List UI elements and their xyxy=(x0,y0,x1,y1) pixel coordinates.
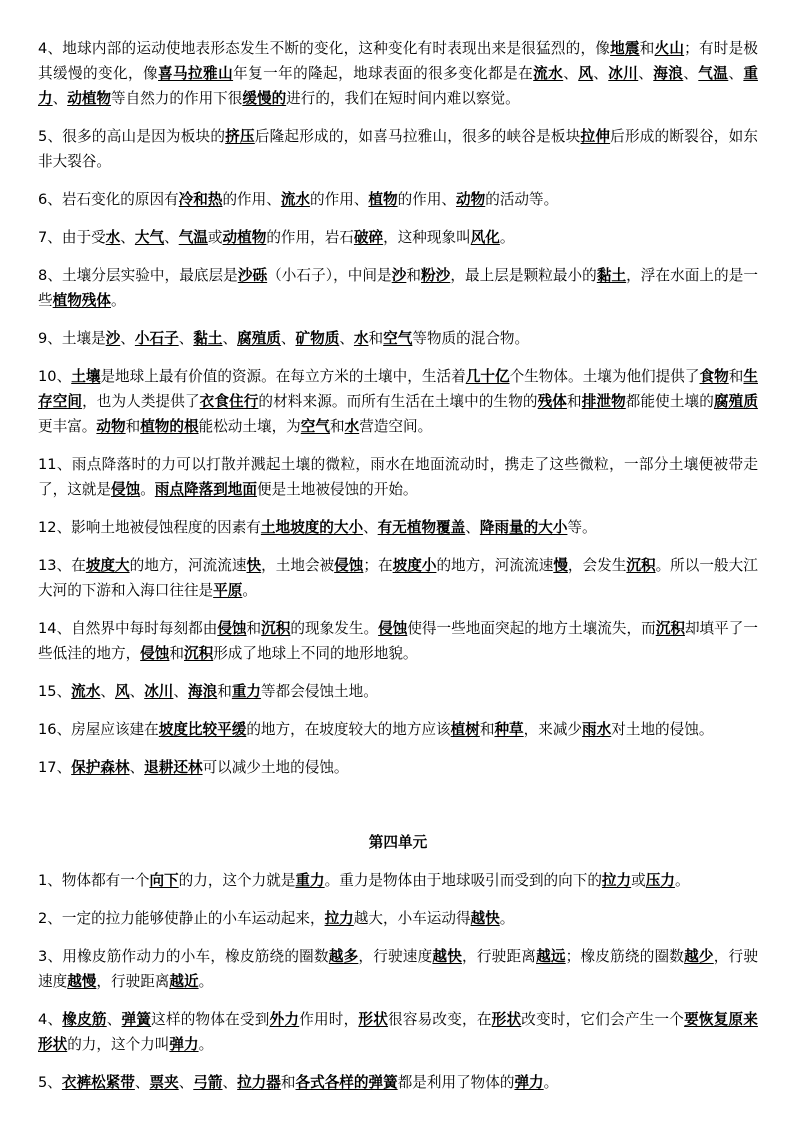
key-term: 越远 xyxy=(536,948,566,965)
body-text: ，行驶距离 xyxy=(462,948,537,965)
key-term: 动植物 xyxy=(222,229,267,246)
key-term: 空气 xyxy=(383,330,413,347)
body-text: 、 xyxy=(363,519,378,536)
body-text: 和 xyxy=(169,645,184,662)
body-text: 7、由于受 xyxy=(38,229,106,246)
body-text: 或 xyxy=(631,872,646,889)
key-term: 重力 xyxy=(295,872,325,889)
key-term: 风化 xyxy=(470,229,500,246)
body-text: 。 xyxy=(674,872,690,889)
unit3-list xyxy=(38,36,758,780)
key-term: 水 xyxy=(105,229,121,246)
key-term: 气温 xyxy=(178,229,208,246)
body-text: 等自然力的作用下很 xyxy=(111,90,243,107)
key-term: 坡度小 xyxy=(392,557,437,574)
key-term: 排泄物 xyxy=(581,393,626,410)
key-term: 慢 xyxy=(553,557,568,574)
body-text: 12、影响土地被侵蚀程度的因素有 xyxy=(38,519,261,536)
list-item xyxy=(38,717,758,742)
body-text: 和 xyxy=(639,40,655,57)
key-term: 几十亿 xyxy=(465,368,510,385)
body-text: 营造空间。 xyxy=(359,418,433,435)
body-text: 、 xyxy=(134,1074,150,1091)
key-term: 压力 xyxy=(645,872,675,889)
key-term: 保护森林 xyxy=(71,759,130,776)
list-item xyxy=(38,553,758,603)
key-term: 沙 xyxy=(105,330,121,347)
body-text: 、 xyxy=(178,1074,194,1091)
key-term: 土地坡度的大小 xyxy=(260,519,364,536)
body-text: 后隆起形成的，如喜马拉雅山，很多的峡谷是板块 xyxy=(254,128,581,145)
list-item xyxy=(38,906,758,931)
key-term: 动植物 xyxy=(67,90,112,107)
body-text: 的地方，在坡度较大的地方应该 xyxy=(246,721,451,738)
key-term: 侵蚀 xyxy=(334,557,364,574)
body-text: 8、土壤分层实验中，最底层是 xyxy=(38,267,238,284)
body-text: 年复一年的隆起，地球表面的很多变化都是在 xyxy=(233,65,534,82)
key-term: 形状 xyxy=(358,1011,389,1028)
key-term: 沙砾 xyxy=(237,267,268,284)
body-text: 、 xyxy=(100,683,115,700)
body-text: 16、房屋应该建在 xyxy=(38,721,159,738)
body-text: 的作用、 xyxy=(397,191,457,208)
body-text: ，最上层是颗粒最小的 xyxy=(450,267,597,284)
body-text: 和 xyxy=(125,418,141,435)
key-term: 拉伸 xyxy=(580,128,611,145)
body-text: 、 xyxy=(638,65,654,82)
body-text: ，土地会被 xyxy=(261,557,335,574)
key-term: 海浪 xyxy=(653,65,684,82)
body-text: 14、自然界中每时每刻都由 xyxy=(38,620,218,637)
key-term: 动物 xyxy=(456,191,486,208)
body-text: 。 xyxy=(198,973,214,990)
key-term: 食物 xyxy=(699,368,729,385)
body-text: 、 xyxy=(280,330,296,347)
body-text: 17、 xyxy=(38,759,72,776)
body-text: 。 xyxy=(140,481,155,498)
key-term: 空气 xyxy=(300,418,330,435)
body-text: 和 xyxy=(280,1074,296,1091)
body-text: 、 xyxy=(52,90,68,107)
key-term: 重力 xyxy=(38,65,758,107)
key-term: 气温 xyxy=(698,65,729,82)
body-text: ，也为人类提供了 xyxy=(82,393,200,410)
body-text: 、 xyxy=(178,330,194,347)
key-term: 形状 xyxy=(491,1011,522,1028)
body-text: 11、雨点降落时的力可以打散并溅起土壤的微粒，雨水在地面流动时，携走了这些微粒，一部分土壤便被带走了，这就是 xyxy=(38,456,758,498)
body-text: 、 xyxy=(683,65,699,82)
key-term: 种草 xyxy=(494,721,524,738)
key-term: 橡皮筋 xyxy=(62,1011,107,1028)
list-item xyxy=(38,944,758,994)
body-text: 的作用，岩石 xyxy=(266,229,354,246)
body-text: ；有时是极其缓慢的变化，像 xyxy=(38,40,758,82)
body-text: 、 xyxy=(106,1011,122,1028)
key-term: 越近 xyxy=(169,973,199,990)
body-text: 是地球上最有价值的资源。在每立方米的土壤中，生活着 xyxy=(100,368,466,385)
list-item xyxy=(38,364,758,439)
body-text: 和 xyxy=(217,683,232,700)
body-text: 6、岩石变化的原因有 xyxy=(38,191,179,208)
body-text: ，行驶距离 xyxy=(96,973,170,990)
key-term: 票夹 xyxy=(149,1074,179,1091)
key-term: 雨水 xyxy=(582,721,612,738)
key-term: 沉积 xyxy=(183,645,214,662)
body-text: 、 xyxy=(593,65,609,82)
key-term: 拉力 xyxy=(601,872,632,889)
list-item xyxy=(38,1007,758,1057)
key-term: 破碎 xyxy=(353,229,384,246)
body-text: 的作用、 xyxy=(222,191,281,208)
body-text: 都是利用了物体的 xyxy=(397,1074,515,1091)
key-term: 侵蚀 xyxy=(140,645,170,662)
body-text: 的材料来源。而所有生活在土壤中的生物的 xyxy=(258,393,538,410)
key-term: 有无植物覆盖 xyxy=(377,519,466,536)
list-item xyxy=(38,755,758,780)
key-term: 衣食住行 xyxy=(199,393,259,410)
body-text: 4、 xyxy=(38,1011,63,1028)
key-term: 植物的根 xyxy=(140,418,199,435)
body-text: 使得一些地面突起的地方土壤流失，而 xyxy=(407,620,656,637)
body-text: 。 xyxy=(499,910,515,927)
body-text: 、 xyxy=(222,330,238,347)
key-term: 小石子 xyxy=(134,330,179,347)
key-term: 水 xyxy=(353,330,369,347)
body-text: 更丰富。 xyxy=(38,418,97,435)
body-text: 、 xyxy=(173,683,189,700)
body-text: 10、 xyxy=(38,368,72,385)
key-term: 沉积 xyxy=(655,620,685,637)
body-text: 却填平了一些低洼的地方， xyxy=(38,620,758,662)
body-text: 。 xyxy=(543,1074,559,1091)
key-term: 冷和热 xyxy=(178,191,223,208)
list-item xyxy=(38,1070,758,1095)
body-text: 。所以一般大江大河的下游和入海口往往是 xyxy=(38,557,758,599)
body-text: 的现象发生。 xyxy=(290,620,379,637)
body-text: 进行的，我们在短时间内难以察觉。 xyxy=(286,90,520,107)
body-text: 、 xyxy=(222,1074,238,1091)
list-item xyxy=(38,326,758,351)
body-text: 5、 xyxy=(38,1074,62,1091)
key-term: 弹力 xyxy=(169,1036,199,1053)
key-term: 大气 xyxy=(134,229,165,246)
key-term: 向下 xyxy=(149,872,179,889)
key-term: 流水 xyxy=(71,683,101,700)
body-text: 和 xyxy=(479,721,495,738)
unit4-list xyxy=(38,868,758,1095)
key-term: 各式各样的弹簧 xyxy=(295,1074,398,1091)
key-term: 拉力 xyxy=(324,910,354,927)
key-term: 越快 xyxy=(432,948,463,965)
key-term: 沉积 xyxy=(626,557,656,574)
body-text: 。 xyxy=(198,1036,214,1053)
key-term: 退耕还林 xyxy=(144,759,203,776)
body-text: 和 xyxy=(566,393,582,410)
body-text: 、 xyxy=(164,229,179,246)
body-text: 作用时， xyxy=(299,1011,359,1028)
body-text: 3、用橡皮筋作动力的小车，橡皮筋绕的圈数 xyxy=(38,948,329,965)
key-term: 流水 xyxy=(533,65,564,82)
body-text: 可以减少土地的侵蚀。 xyxy=(202,759,349,776)
key-term: 生存空间 xyxy=(38,368,758,410)
body-text: ，浮在水面上的是一些 xyxy=(38,267,758,309)
body-text: 4、地球内部的运动使地表形态发生不断的变化，这种变化有时表现出来是很猛烈的，像 xyxy=(38,40,611,57)
key-term: 要恢复原来形状 xyxy=(38,1011,758,1053)
key-term: 坡度大 xyxy=(85,557,130,574)
key-term: 粉沙 xyxy=(421,267,451,284)
key-term: 植树 xyxy=(450,721,480,738)
list-item xyxy=(38,36,758,111)
key-term: 侵蚀 xyxy=(217,620,247,637)
key-term: 冰川 xyxy=(608,65,639,82)
key-term: 冰川 xyxy=(144,683,174,700)
key-term: 水 xyxy=(344,418,360,435)
body-text: ，行驶速度 xyxy=(358,948,433,965)
body-text: 5、很多的高山是因为板块的 xyxy=(38,128,226,145)
body-text: 15、 xyxy=(38,683,72,700)
body-text: 的地方，河流流速 xyxy=(129,557,247,574)
key-term: 弹簧 xyxy=(121,1011,152,1028)
section-gap xyxy=(38,793,758,830)
key-term: 侵蚀 xyxy=(378,620,408,637)
list-item xyxy=(38,263,758,313)
body-text: 、 xyxy=(120,330,135,347)
body-text: 和 xyxy=(728,368,744,385)
key-term: 喜马拉雅山 xyxy=(158,65,234,82)
body-text: 便是土地被侵蚀的开始。 xyxy=(256,481,418,498)
list-item xyxy=(38,868,758,893)
list-item xyxy=(38,616,758,666)
body-text: 、 xyxy=(129,683,145,700)
key-term: 火山 xyxy=(654,40,685,57)
body-text: 和 xyxy=(368,330,384,347)
key-term: 土壤 xyxy=(71,368,101,385)
key-term: 腐殖质 xyxy=(713,393,758,410)
body-text: 后形成的断裂谷，如东非大裂谷。 xyxy=(38,128,758,170)
body-text: 2、一定的拉力能够使静止的小车运动起来， xyxy=(38,910,325,927)
key-term: 地震 xyxy=(610,40,640,57)
body-text: ；在 xyxy=(363,557,393,574)
key-term: 快 xyxy=(246,557,262,574)
body-text: 、 xyxy=(563,65,579,82)
key-term: 坡度比较平缓 xyxy=(158,721,247,738)
key-term: 腐殖质 xyxy=(237,330,281,347)
body-text: 、 xyxy=(129,759,145,776)
key-term: 侵蚀 xyxy=(110,481,141,498)
body-text: ；橡皮筋绕的圈数 xyxy=(565,948,685,965)
list-item xyxy=(38,187,758,212)
key-term: 黏土 xyxy=(596,267,627,284)
key-term: 越慢 xyxy=(67,973,97,990)
key-term: 残体 xyxy=(537,393,567,410)
key-term: 平原 xyxy=(213,582,243,599)
key-term: 挤压 xyxy=(225,128,255,145)
body-text: ，行驶速度 xyxy=(38,948,758,990)
key-term: 海浪 xyxy=(188,683,218,700)
key-term: 植物 xyxy=(368,191,398,208)
body-text: 对土地的侵蚀。 xyxy=(611,721,714,738)
body-text: 等都会侵蚀土地。 xyxy=(261,683,378,700)
key-term: 流水 xyxy=(280,191,311,208)
key-term: 风 xyxy=(578,65,594,82)
body-text: 、 xyxy=(728,65,744,82)
key-term: 越少 xyxy=(684,948,714,965)
body-text: 越大，小车运动得 xyxy=(353,910,471,927)
list-item xyxy=(38,679,758,704)
body-text: 和 xyxy=(406,267,421,284)
body-text: 的地方，河流流速 xyxy=(436,557,554,574)
body-text: 或 xyxy=(207,229,223,246)
body-text: ，来减少 xyxy=(523,721,583,738)
body-text: 这样的物体在受到 xyxy=(151,1011,270,1028)
body-text: ，会发生 xyxy=(567,557,627,574)
body-text: 的力，这个力就是 xyxy=(178,872,296,889)
body-text: 形成了地球上不同的地形地貌。 xyxy=(213,645,418,662)
key-term: 重力 xyxy=(231,683,262,700)
document-page xyxy=(38,36,758,1108)
body-text: 的力，这个力叫 xyxy=(67,1036,170,1053)
body-text: 、 xyxy=(339,330,354,347)
key-term: 植物残体 xyxy=(52,292,111,309)
key-term: 风 xyxy=(114,683,130,700)
body-text: （小石子），中间是 xyxy=(267,267,392,284)
list-item xyxy=(38,515,758,540)
key-term: 沉积 xyxy=(261,620,291,637)
list-item xyxy=(38,452,758,502)
key-term: 沙 xyxy=(391,267,407,284)
key-term: 外力 xyxy=(269,1011,300,1028)
key-term: 衣裤松紧带 xyxy=(61,1074,135,1091)
key-term: 缓慢的 xyxy=(242,90,287,107)
key-term: 矿物质 xyxy=(295,330,340,347)
key-term: 越快 xyxy=(470,910,500,927)
body-text: 能松动土壤，为 xyxy=(198,418,301,435)
key-term: 拉力器 xyxy=(237,1074,281,1091)
key-term: 黏土 xyxy=(193,330,223,347)
key-term: 雨点降落到地面 xyxy=(154,481,257,498)
body-text: 的作用、 xyxy=(310,191,369,208)
body-text: 13、在 xyxy=(38,557,86,574)
key-term: 动物 xyxy=(96,418,126,435)
body-text: 1、物体都有一个 xyxy=(38,872,150,889)
list-item xyxy=(38,225,758,250)
body-text: 很容易改变，在 xyxy=(388,1011,492,1028)
key-term: 弓箭 xyxy=(193,1074,223,1091)
body-text: 9、土壤是 xyxy=(38,330,106,347)
body-text: 和 xyxy=(329,418,345,435)
body-text: 。重力是物体由于地球吸引而受到的向下的 xyxy=(324,872,602,889)
body-text: 都能使土壤的 xyxy=(625,393,714,410)
body-text: 改变时，它们会产生一个 xyxy=(521,1011,685,1028)
body-text: 、 xyxy=(120,229,135,246)
body-text: 、 xyxy=(465,519,480,536)
unit4-heading: 第四单元 xyxy=(368,834,428,851)
body-text: 的活动等。 xyxy=(485,191,559,208)
body-text: 。 xyxy=(111,292,126,309)
body-text: 。 xyxy=(499,229,515,246)
body-text: 。 xyxy=(242,582,257,599)
key-term: 弹力 xyxy=(514,1074,544,1091)
body-text: 等。 xyxy=(567,519,597,536)
list-item xyxy=(38,124,758,174)
body-text: 个生物体。土壤为他们提供了 xyxy=(509,368,700,385)
body-text: 和 xyxy=(246,620,262,637)
key-term: 越多 xyxy=(328,948,359,965)
body-text: ，这种现象叫 xyxy=(383,229,471,246)
body-text: 等物质的混合物。 xyxy=(412,330,530,347)
key-term: 降雨量的大小 xyxy=(479,519,568,536)
